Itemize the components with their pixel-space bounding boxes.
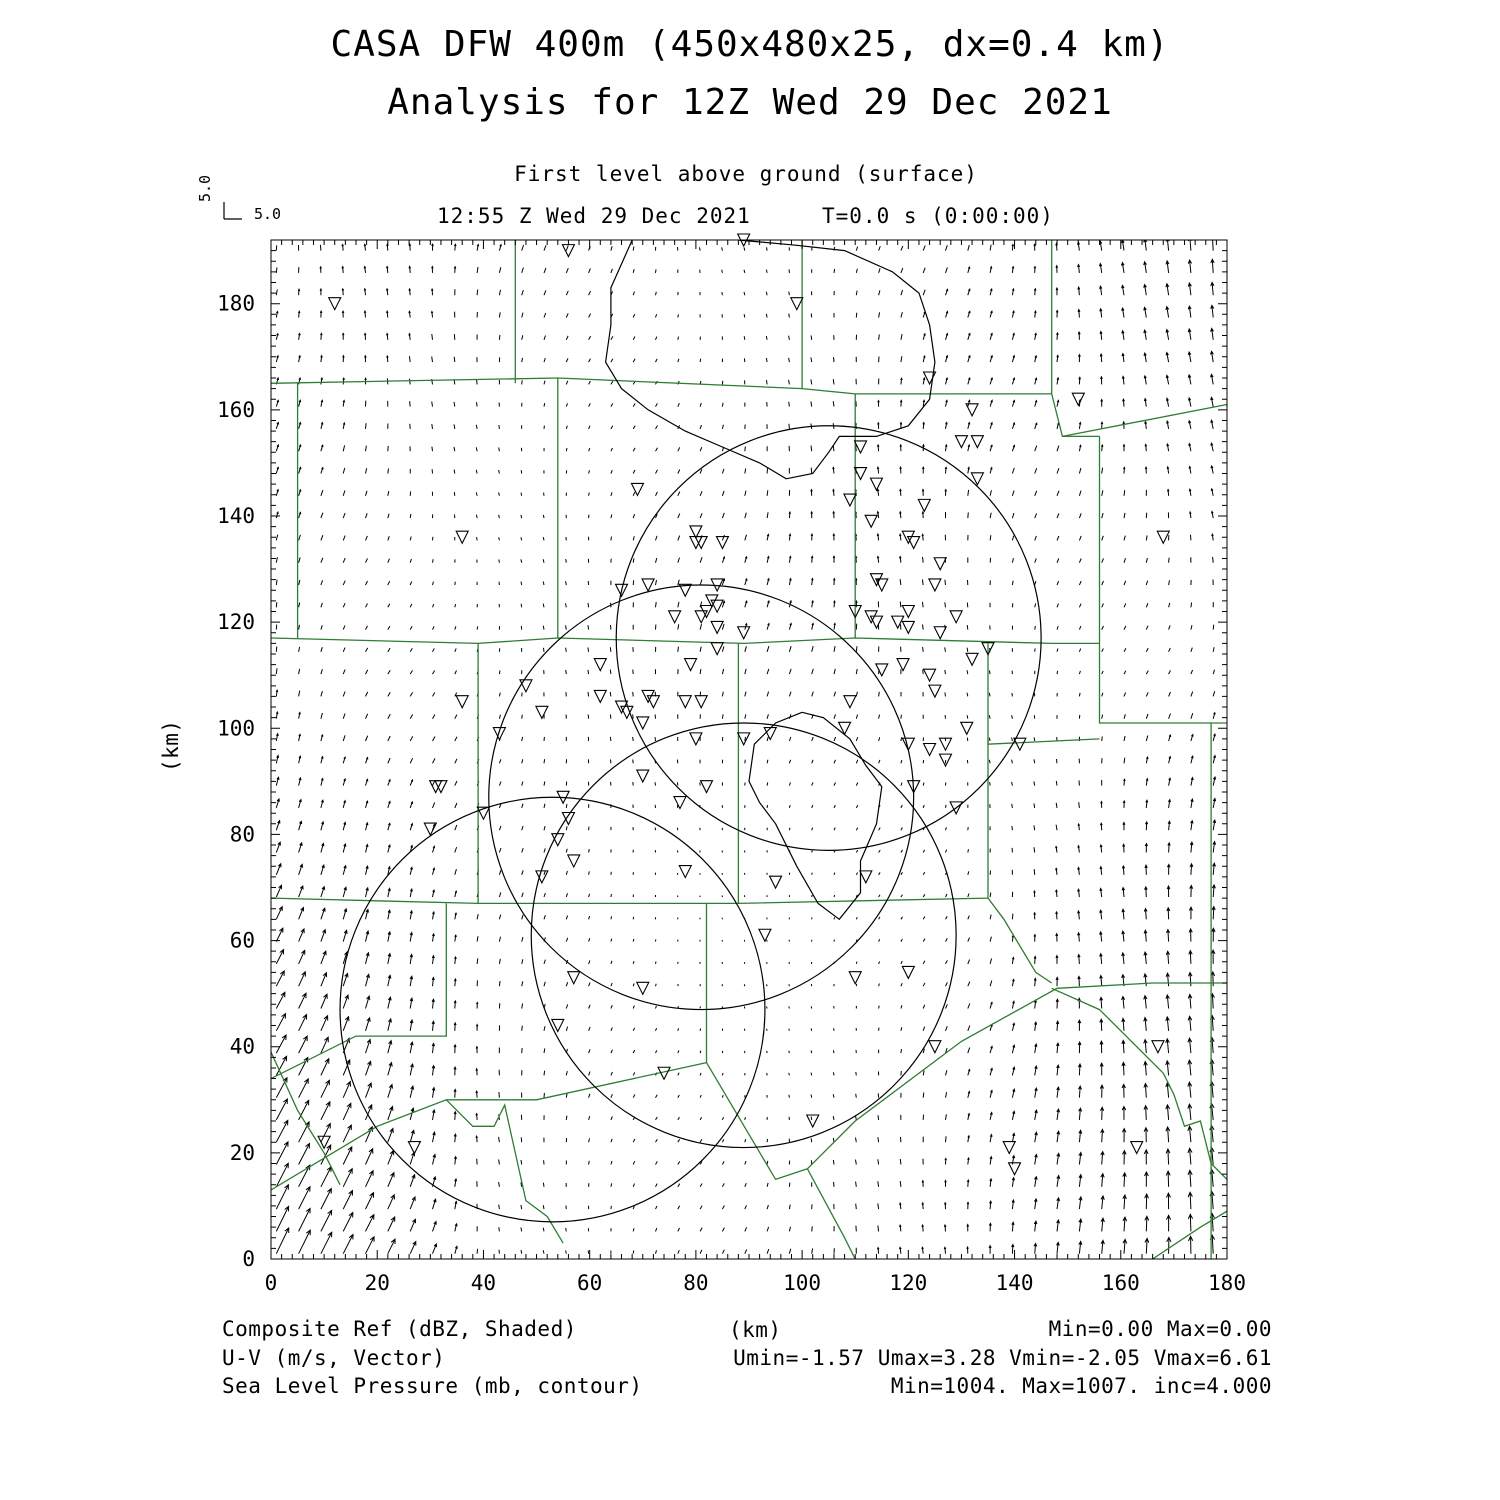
elapsed-time-label: T=0.0 s (0:00:00): [822, 204, 1054, 228]
station-marker: [844, 696, 856, 708]
station-marker: [1072, 393, 1084, 405]
station-marker: [456, 531, 468, 543]
station-marker: [637, 717, 649, 729]
county-line: [1062, 405, 1227, 437]
station-marker: [924, 669, 936, 681]
station-marker: [679, 866, 691, 878]
station-marker: [770, 876, 782, 888]
station-marker: [1152, 1041, 1164, 1053]
x-tick-label: 60: [577, 1271, 603, 1295]
footer-pressure-label: Sea Level Pressure (mb, contour): [222, 1374, 643, 1398]
pressure-contours: [606, 203, 935, 920]
station-marker: [695, 611, 707, 623]
station-marker: [855, 468, 867, 480]
x-axis-label: (km): [729, 1318, 782, 1342]
y-tick-label: 60: [229, 928, 255, 953]
station-marker: [971, 436, 983, 448]
station-marker: [934, 558, 946, 570]
station-marker: [839, 722, 851, 734]
x-tick-label: 180: [1208, 1271, 1246, 1295]
station-marker: [918, 499, 930, 511]
station-marker: [329, 298, 341, 310]
station-marker: [849, 972, 861, 984]
radar-range-ring: [531, 723, 956, 1148]
station-marker: [908, 537, 920, 549]
station-marker: [456, 696, 468, 708]
footer-reflectivity-range: Min=0.00 Max=0.00: [1048, 1317, 1272, 1341]
station-marker: [902, 621, 914, 633]
station-marker: [711, 643, 723, 655]
station-marker: [738, 627, 750, 639]
y-tick-label: 80: [229, 822, 255, 847]
y-axis-label: (km): [159, 719, 183, 772]
station-marker: [1157, 531, 1169, 543]
station-marker: [924, 744, 936, 756]
county-line: [271, 903, 446, 1078]
y-tick-label: 100: [217, 716, 255, 741]
station-marker: [738, 733, 750, 745]
county-line: [707, 983, 1228, 1179]
station-marker: [961, 722, 973, 734]
county-line: [271, 1052, 340, 1185]
x-tick-label: 140: [995, 1271, 1034, 1295]
vector-key-u-label: 5.0: [254, 205, 282, 223]
x-tick-label: 100: [783, 1271, 822, 1295]
pressure-contour: [749, 712, 882, 919]
station-marker: [637, 982, 649, 994]
station-marker: [791, 298, 803, 310]
station-marker: [929, 1041, 941, 1053]
y-tick-label: 0: [242, 1247, 255, 1271]
station-marker: [1003, 1142, 1015, 1154]
axis-tick-labels: [217, 292, 1246, 1295]
y-tick-label: 140: [217, 503, 255, 528]
station-marker: [685, 659, 697, 671]
station-marker: [870, 616, 882, 628]
station-marker: [929, 685, 941, 697]
station-marker: [637, 770, 649, 782]
map-title-line1: CASA DFW 400m (450x480x25, dx=0.4 km): [330, 24, 1170, 65]
station-marker: [876, 579, 888, 591]
y-tick-label: 180: [217, 291, 255, 316]
y-tick-label: 160: [217, 397, 255, 422]
station-marker: [568, 972, 580, 984]
station-marker: [929, 579, 941, 591]
y-tick-label: 40: [229, 1034, 255, 1059]
y-tick-label: 20: [229, 1140, 255, 1165]
station-marker: [865, 515, 877, 527]
wind-vectors: [276, 236, 1216, 1253]
station-marker: [807, 1115, 819, 1127]
station-marker: [716, 537, 728, 549]
station-marker: [679, 696, 691, 708]
county-line: [1052, 988, 1227, 1179]
station-marker: [892, 616, 904, 628]
station-marker: [594, 690, 606, 702]
station-marker: [674, 797, 686, 809]
county-line: [558, 378, 1052, 394]
station-marker: [966, 653, 978, 665]
station-marker: [897, 659, 909, 671]
county-line: [988, 643, 1100, 744]
station-marker: [934, 627, 946, 639]
x-tick-label: 160: [1101, 1271, 1140, 1295]
station-marker: [1009, 1163, 1021, 1175]
station-marker: [759, 929, 771, 941]
footer-pressure-range: Min=1004. Max=1007. inc=4.000: [890, 1374, 1272, 1398]
map-title-line2: Analysis for 12Z Wed 29 Dec 2021: [387, 82, 1113, 123]
station-marker: [536, 706, 548, 718]
station-marker: [669, 611, 681, 623]
vector-key-icon: [224, 202, 242, 219]
station-marker: [711, 621, 723, 633]
radar-range-rings: [340, 426, 1041, 1222]
station-marker: [955, 436, 967, 448]
y-tick-label: 120: [217, 610, 255, 635]
station-marker: [902, 966, 914, 978]
station-marker: [701, 781, 713, 793]
station-marker: [642, 579, 654, 591]
x-tick-label: 20: [364, 1271, 390, 1295]
x-tick-label: 80: [683, 1271, 709, 1295]
county-line: [271, 898, 988, 903]
station-marker: [876, 664, 888, 676]
vector-key-arrows: [224, 202, 242, 219]
x-tick-label: 0: [264, 1271, 278, 1295]
station-marker: [860, 871, 872, 883]
station-marker: [594, 659, 606, 671]
station-marker: [764, 728, 776, 740]
county-line: [1100, 436, 1228, 723]
county-line: [271, 638, 1100, 643]
level-label: First level above ground (surface): [514, 162, 978, 186]
station-marker: [568, 855, 580, 867]
station-marker: [520, 680, 532, 692]
station-marker: [950, 611, 962, 623]
x-tick-label: 40: [470, 1271, 497, 1295]
station-marker: [711, 600, 723, 612]
station-marker: [695, 696, 707, 708]
footer-reflectivity-label: Composite Ref (dBZ, Shaded): [222, 1317, 577, 1341]
county-line: [1153, 1211, 1227, 1259]
county-line: [807, 1169, 855, 1259]
radar-range-ring: [616, 426, 1041, 851]
wind-vector-field: [276, 236, 1216, 1253]
x-tick-label: 120: [889, 1271, 928, 1295]
station-marker: [631, 483, 643, 495]
footer-vector-label: U-V (m/s, Vector): [222, 1346, 446, 1370]
vector-key-v-label: 5.0: [196, 174, 214, 202]
station-marker: [870, 478, 882, 490]
footer-vector-range: Umin=-1.57 Umax=3.28 Vmin=-2.05 Vmax=6.61: [733, 1346, 1272, 1370]
valid-time-label: 12:55 Z Wed 29 Dec 2021: [437, 204, 751, 228]
station-marker: [647, 696, 659, 708]
station-marker: [844, 494, 856, 506]
station-marker: [1131, 1142, 1143, 1154]
county-line: [988, 898, 1052, 983]
